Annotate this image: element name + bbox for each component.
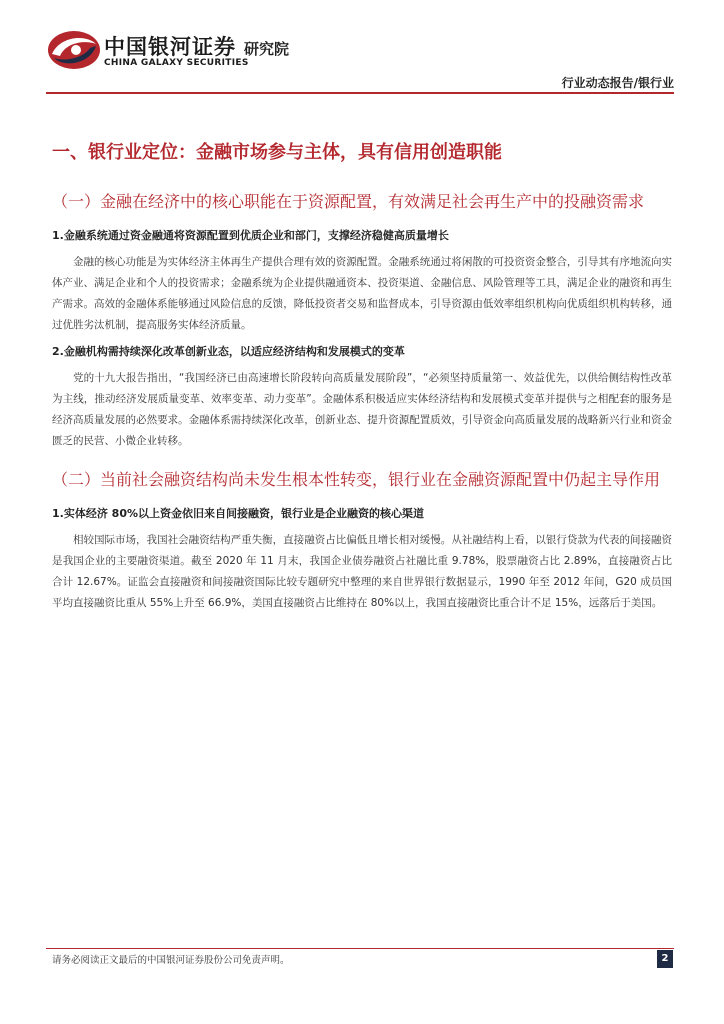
brand-name-en: CHINA GALAXY SECURITIES xyxy=(104,58,249,68)
page-number: 2 xyxy=(657,950,673,968)
brand-institute: 研究院 xyxy=(244,40,290,58)
report-type: 行业动态报告/银行业 xyxy=(561,76,674,90)
page-header xyxy=(0,0,724,92)
disclaimer: 请务必阅读正文最后的中国银河证券股份公司免责声明。 xyxy=(52,955,290,966)
body-paragraph: 相较国际市场，我国社会融资结构严重失衡，直接融资占比偏低且增长相对缓慢。从社融结构上看，以银行贷款为代表的间接融资是我国企业的主要融资渠道。截至 2020 年 11 月末，我国企业债券融资占社融比重 9.78%，股票融资占比 2.89%，直接融资占比合计 12.67%。证监会直接融资和间接融资国际比较专题研究中整理的来自世界银行数据显示，1990 年至 2012 年间，G20 成员国平均直接融资比重从 55%上升至 66.9%，美国直接融资占比维持在 80%以上，我国直接融资比重合计不足 15%，远落后于美国。 xyxy=(52,534,672,609)
main-content xyxy=(52,140,672,620)
section-title: 一、银行业定位：金融市场参与主体，具有信用创造职能 xyxy=(52,142,502,163)
subsection-title: （二）当前社会融资结构尚未发生根本性转变，银行业在金融资源配置中仍起主导作用 xyxy=(52,470,661,489)
paragraph-heading: 1.实体经济 80%以上资金依旧来自间接融资，银行业是企业融资的核心渠道 xyxy=(52,507,424,520)
paragraph-heading: 2.金融机构需持续深化改革创新业态，以适应经济结构和发展模式的变革 xyxy=(52,345,405,358)
subsection-title: （一）金融在经济中的核心职能在于资源配置，有效满足社会再生产中的投融资需求 xyxy=(52,192,645,211)
galaxy-swirl-icon xyxy=(46,28,102,72)
body-paragraph: 金融的核心功能是为实体经济主体再生产提供合理有效的资源配置。金融系统通过将闲散的可投资资金整合，引导其有序地流向实体产业、满足企业和个人的投资需求；金融系统为企业提供融通资本、投资渠道、金融信息、风险管理等工具，满足企业的融资和再生产需求。高效的金融体系能够通过风险信息的反馈，降低投资者交易和监督成本，引导资源由低效率组织机构向优质组织机构转移，通过优胜劣汰机制，提高服务实体经济质量。 xyxy=(52,256,672,331)
footer-divider xyxy=(46,948,674,949)
paragraph-heading: 1.金融系统通过资金融通将资源配置到优质企业和部门，支撑经济稳健高质量增长 xyxy=(52,229,449,242)
body-paragraph: 党的十九大报告指出，“我国经济已由高速增长阶段转向高质量发展阶段”，“必须坚持质量第一、效益优先，以供给侧结构性改革为主线，推动经济发展质量变革、效率变革、动力变革”。金融体系积极适应实体经济结构和发展模式变革并提供与之相配套的服务是经济高质量发展的必然要求。金融体系需持续深化改革，创新业态、提升资源配置质效，引导资金向高质量发展的战略新兴行业和资金匮乏的民营、小微企业转移。 xyxy=(52,372,672,447)
header-divider xyxy=(46,92,674,94)
brand-name-cn: 中国银河证券 xyxy=(104,35,236,59)
